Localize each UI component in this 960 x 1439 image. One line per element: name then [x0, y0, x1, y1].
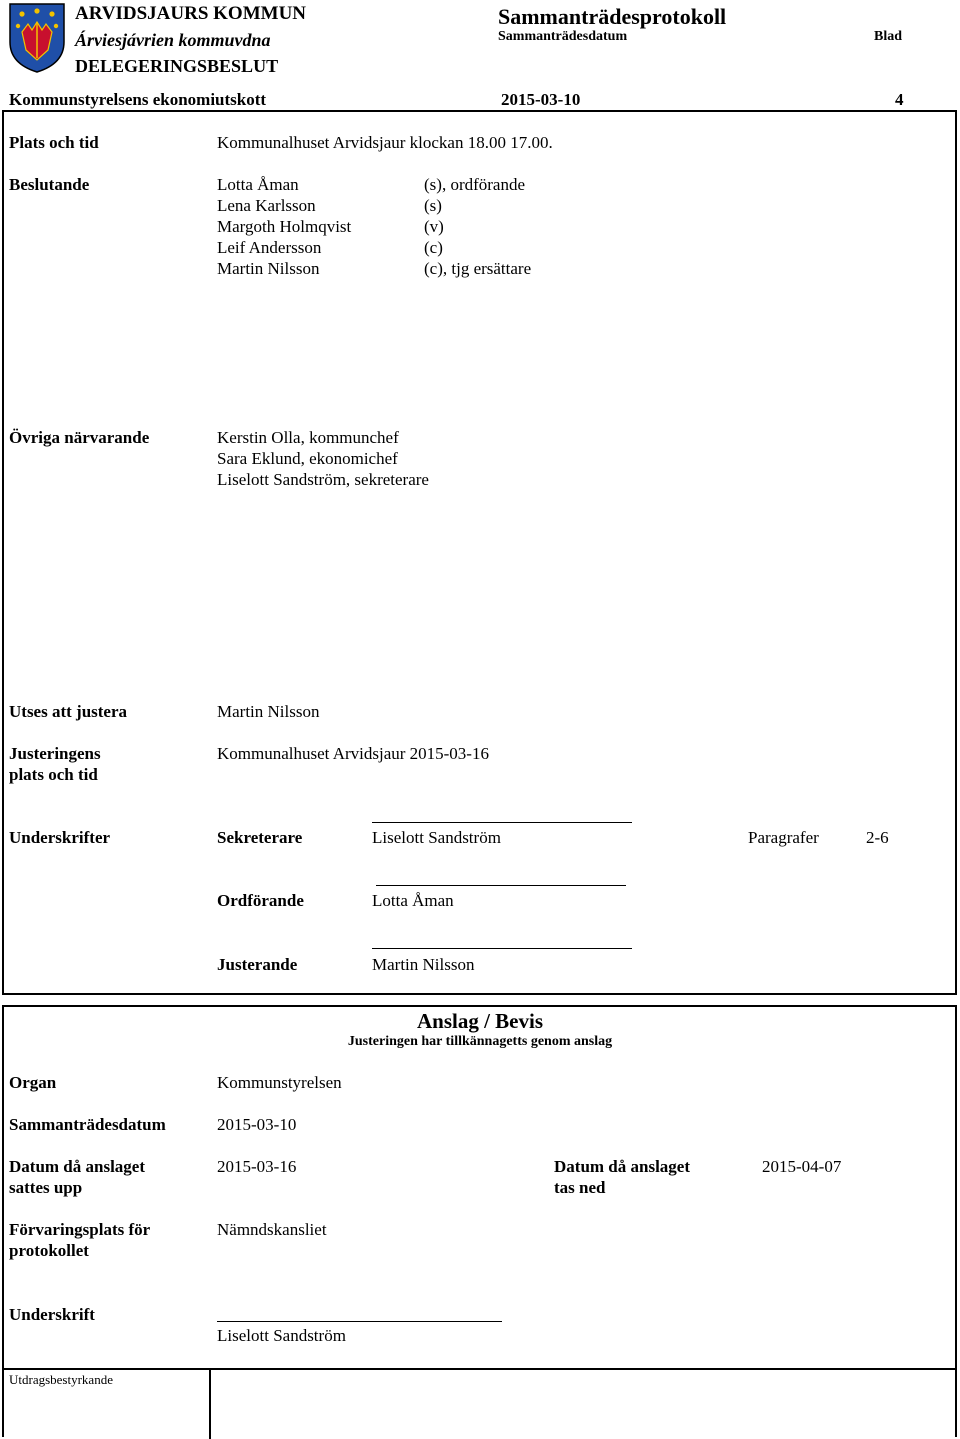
deciding-role: (s) [424, 196, 442, 215]
storage-label: Förvaringsplats för [9, 1220, 151, 1239]
page-number: 4 [895, 90, 904, 109]
box-bottom-border [2, 993, 957, 995]
deciding-name: Lotta Åman [217, 175, 299, 194]
organ-value: Kommunstyrelsen [217, 1073, 342, 1092]
page-column-label: Blad [874, 29, 903, 44]
deciding-name: Lena Karlsson [217, 196, 316, 215]
deciding-label: Beslutande [9, 175, 90, 194]
secretary-label: Sekreterare [217, 828, 303, 847]
removed-date-label: Datum då anslaget [554, 1157, 691, 1176]
notice-signature-name: Liselott Sandström [217, 1326, 346, 1345]
storage-value: Nämndskansliet [217, 1220, 327, 1239]
notice-subtitle: Justeringen har tillkännagetts genom anslag [347, 1034, 613, 1049]
box-top-border [2, 110, 957, 112]
adjust-place-label: Justeringens [9, 744, 101, 763]
storage-label-line2: protokollet [9, 1241, 89, 1260]
chair-label: Ordförande [217, 891, 304, 910]
adjuster-label: Utses att justera [9, 702, 128, 721]
notice-date-label: Sammanträdesdatum [9, 1115, 166, 1134]
deciding-role: (c) [424, 238, 443, 257]
other-present-item: Liselott Sandström, sekreterare [217, 470, 429, 489]
box-left-border [2, 110, 4, 995]
adjuster-signature-line [372, 948, 632, 949]
chair-signature-line [376, 885, 626, 886]
notice-box-right-border [955, 1005, 957, 1437]
deciding-name: Leif Andersson [217, 238, 322, 257]
org-name-sami: Árviesjávrien kommuvdna [75, 30, 271, 50]
place-time-label: Plats och tid [9, 133, 99, 152]
deciding-name: Martin Nilsson [217, 259, 320, 278]
adjuster-value: Martin Nilsson [217, 702, 320, 721]
municipal-crest-icon [8, 2, 66, 74]
other-present-item: Sara Eklund, ekonomichef [217, 449, 398, 468]
adjust-place-label-line2: plats och tid [9, 765, 98, 784]
posted-date-label: Datum då anslaget [9, 1157, 146, 1176]
paragraphs-label: Paragrafer [748, 828, 819, 847]
adjuster-sign-name: Martin Nilsson [372, 955, 475, 974]
notice-date-value: 2015-03-10 [217, 1115, 297, 1134]
org-name: ARVIDSJAURS KOMMUN [75, 3, 307, 24]
meeting-date: 2015-03-10 [501, 90, 581, 109]
place-time-value: Kommunalhuset Arvidsjaur klockan 18.00 17.00. [217, 133, 553, 152]
deciding-role: (v) [424, 217, 444, 236]
removed-date-value: 2015-04-07 [762, 1157, 842, 1176]
deciding-name: Margoth Holmqvist [217, 217, 352, 236]
adjuster-sign-label: Justerande [217, 955, 298, 974]
chair-name: Lotta Åman [372, 891, 454, 910]
notice-box-left-border [2, 1005, 4, 1437]
others-present-label: Övriga närvarande [9, 428, 150, 447]
secretary-signature-line [372, 822, 632, 823]
document-kind: DELEGERINGSBESLUT [75, 56, 279, 76]
footer-divider [2, 1368, 957, 1370]
notice-signature-line [217, 1321, 502, 1322]
footer-column-divider [209, 1368, 211, 1439]
other-present-item: Kerstin Olla, kommunchef [217, 428, 399, 447]
date-column-label: Sammanträdesdatum [498, 29, 628, 44]
posted-date-value: 2015-03-16 [217, 1157, 297, 1176]
secretary-name: Liselott Sandström [372, 828, 501, 847]
notice-signature-label: Underskrift [9, 1305, 95, 1324]
deciding-role: (s), ordförande [424, 175, 526, 194]
certify-label: Utdragsbestyrkande [9, 1372, 113, 1387]
adjust-place-value: Kommunalhuset Arvidsjaur 2015-03-16 [217, 744, 489, 763]
box-right-border [955, 110, 957, 995]
notice-title: Anslag / Bevis [416, 1009, 544, 1033]
signatures-label: Underskrifter [9, 828, 111, 847]
removed-date-label-line2: tas ned [554, 1178, 606, 1197]
posted-date-label-line2: sattes upp [9, 1178, 83, 1197]
organ-label: Organ [9, 1073, 57, 1092]
paragraphs-value: 2-6 [866, 828, 889, 847]
deciding-role: (c), tjg ersättare [424, 259, 532, 278]
notice-box-top-border [2, 1005, 957, 1007]
committee-name: Kommunstyrelsens ekonomiutskott [9, 90, 267, 109]
protocol-title: Sammanträdesprotokoll [498, 4, 727, 29]
